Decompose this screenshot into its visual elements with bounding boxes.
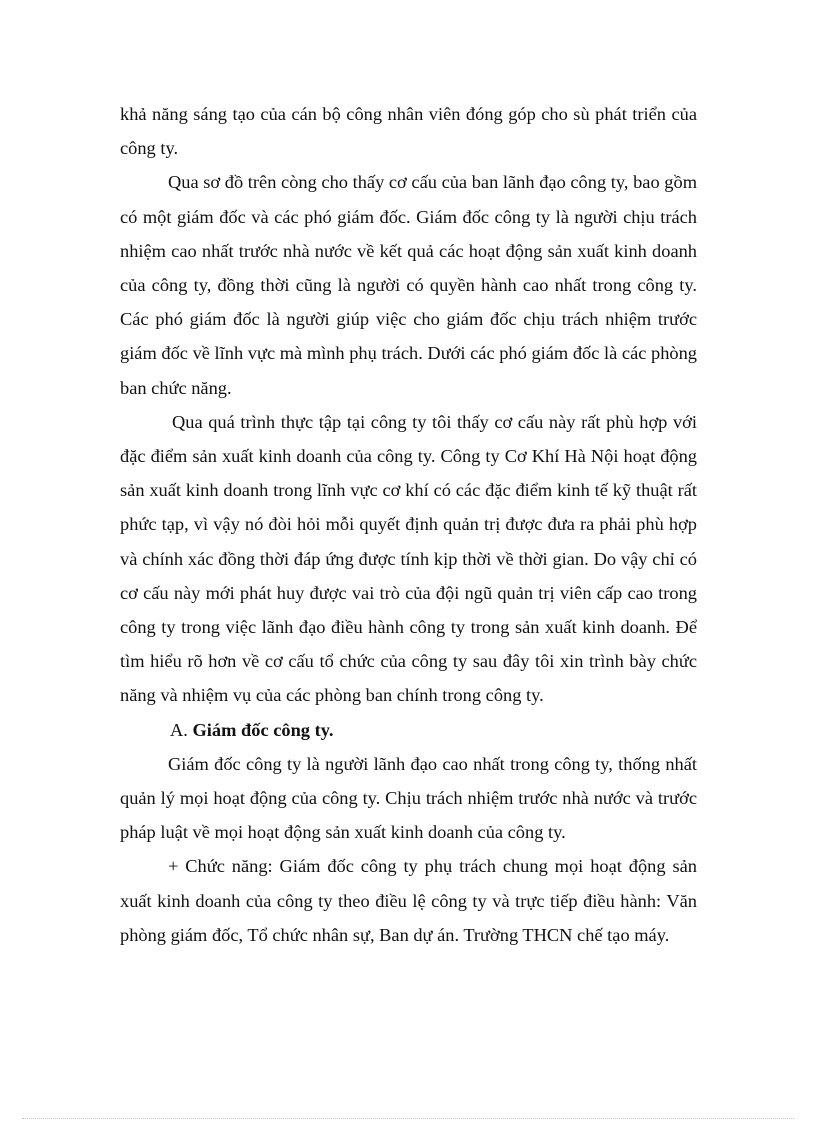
- page-bottom-rule: [22, 1118, 794, 1119]
- section-marker: A.: [170, 719, 188, 740]
- paragraph-organization-structure: Qua sơ đồ trên còng cho thấy cơ cấu của ban lãnh đạo công ty, bao gồm có một giám đốc và các phó giám đốc. Giám đốc công ty là người chịu trách nhiệm cao nhất trước nhà nước về kết quả các hoạt động sản xuất kinh doanh của công ty, đồng thời cũng là người có quyền hành cao nhất trong công ty. Các phó giám đốc là người giúp việc cho giám đốc chịu trách nhiệm trước giám đốc về lĩnh vực mà mình phụ trách. Dưới các phó giám đốc là các phòng ban chức năng.: [120, 172, 697, 398]
- section-title: Giám đốc công ty.: [192, 719, 334, 740]
- paragraph-director-role: Giám đốc công ty là người lãnh đạo cao nhất trong công ty, thống nhất quản lý mọi hoạt động của công ty. Chịu trách nhiệm trước nhà nước và trước pháp luật về mọi hoạt động sản xuất kinh doanh của công ty.: [120, 753, 697, 843]
- section-heading-a: [120, 713, 697, 747]
- document-body: [120, 97, 697, 952]
- paragraph-director-function: + Chức năng: Giám đốc công ty phụ trách chung mọi hoạt động sản xuất kinh doanh của công ty theo điều lệ công ty và trực tiếp điều hành: Văn phòng giám đốc, Tổ chức nhân sự, Ban dự án. Trường THCN chế tạo máy.: [120, 856, 697, 945]
- paragraph-continuation: khả năng sáng tạo của cán bộ công nhân viên đóng góp cho sù phát triển của công ty.: [120, 104, 697, 159]
- paragraph-internship-observation: Qua quá trình thực tập tại công ty tôi thấy cơ cấu này rất phù hợp với đặc điểm sản xuất kinh doanh của công ty. Công ty Cơ Khí Hà Nội hoạt động sản xuất kinh doanh trong lĩnh vực cơ khí có các đặc điểm kinh tế kỹ thuật rất phức tạp, vì vậy nó đòi hỏi mỗi quyết định quản trị được đưa ra phải phù hợp và chính xác đồng thời đáp ứng được tính kịp thời về thời gian. Do vậy chỉ có cơ cấu này mới phát huy được vai trò của đội ngũ quản trị viên cấp cao trong công ty trong việc lãnh đạo điều hành công ty trong sản xuất kinh doanh. Để tìm hiểu rõ hơn về cơ cấu tổ chức của công ty sau đây tôi xin trình bày chức năng và nhiệm vụ của các phòng ban chính trong công ty.: [120, 411, 697, 706]
